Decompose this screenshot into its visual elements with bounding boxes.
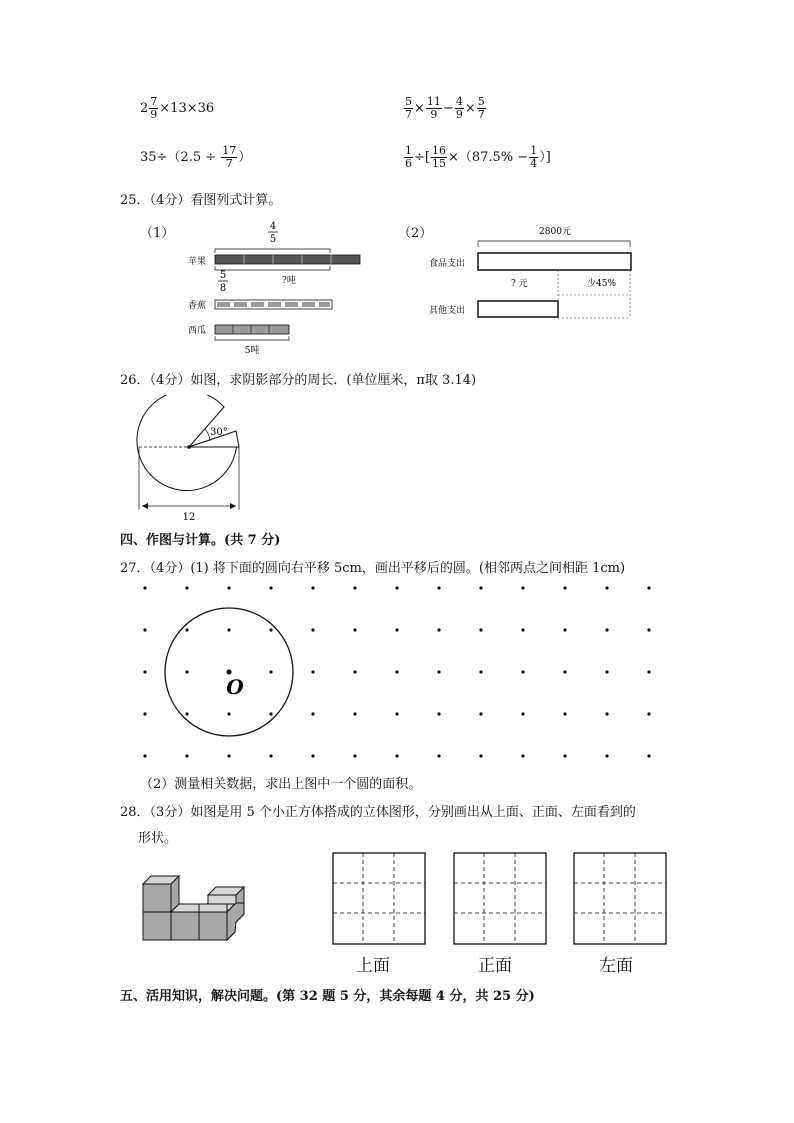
apple-label: 苹果 — [188, 257, 207, 267]
view-grid-top — [332, 852, 426, 946]
grid-dot — [521, 586, 524, 589]
expression-rest: ×13×36 — [159, 101, 215, 116]
grid-dot — [437, 754, 440, 757]
q25-part1-label: （1） — [140, 226, 175, 241]
question-28-title: 28．（3分）如图是用 5 个小正方体搭成的立体图形，分别画出从上面、正面、左面看到的 — [120, 805, 636, 820]
grid-dot — [521, 712, 524, 715]
grid-dot — [143, 712, 146, 715]
grid-dot — [563, 586, 566, 589]
grid-dot — [269, 628, 272, 631]
grid-dot — [521, 628, 524, 631]
grid-dot — [311, 712, 314, 715]
denominator: 15 — [431, 157, 446, 170]
numerator: 4 — [455, 95, 463, 108]
grid-dot — [437, 586, 440, 589]
grid-dot — [269, 670, 272, 673]
mid-fraction-den: 8 — [219, 283, 227, 294]
question-26-title: 26．（4分）如图，求阴影部分的周长．(单位厘米，π取 3.14) — [120, 373, 477, 388]
expression-1 — [140, 96, 214, 121]
grid-dot — [185, 754, 188, 757]
grid-dot — [311, 754, 314, 757]
whole-part: 2 — [140, 101, 149, 116]
grid-dot — [605, 754, 608, 757]
grid-dot — [479, 754, 482, 757]
grid-dot — [353, 628, 356, 631]
grid-dot — [605, 586, 608, 589]
grid-dot — [521, 754, 524, 757]
numerator: 1 — [530, 144, 538, 157]
view-grid-front — [453, 852, 547, 946]
grid-dot — [353, 586, 356, 589]
denominator: 9 — [430, 108, 438, 121]
grid-dot — [605, 712, 608, 715]
operator: × — [464, 101, 476, 116]
grid-dot — [479, 586, 482, 589]
grid-dot — [563, 628, 566, 631]
unknown-amount: ? 元 — [511, 279, 528, 289]
fraction — [404, 96, 413, 121]
fraction — [477, 96, 486, 121]
numerator: 5 — [477, 95, 485, 108]
denominator: 6 — [405, 157, 412, 170]
grid-dot — [227, 628, 230, 631]
grid-dot — [647, 712, 650, 715]
melon-label: 西瓜 — [188, 326, 207, 336]
other-label: 其他支出 — [429, 306, 466, 316]
grid-dot — [269, 712, 272, 715]
section-4-heading: 四、作图与计算。(共 7 分) — [120, 533, 281, 548]
grid-dot — [185, 628, 188, 631]
grid-dot — [143, 754, 146, 757]
grid-dot — [269, 586, 272, 589]
grid-dot — [521, 670, 524, 673]
question-28-title-cont: 形状。 — [138, 831, 178, 846]
grid-dots — [143, 586, 650, 757]
grid-dot — [647, 586, 650, 589]
fraction — [426, 96, 442, 121]
banana-label: 香蕉 — [188, 301, 207, 311]
grid-dot — [185, 670, 188, 673]
grid-label-front: 正面 — [478, 956, 512, 976]
grid-dot — [227, 754, 230, 757]
numerator: 11 — [426, 95, 441, 108]
grid-dot — [227, 586, 230, 589]
grid-dot — [647, 754, 650, 757]
total-amount: 2800元 — [539, 227, 571, 237]
grid-dot — [353, 754, 356, 757]
numerator: 1 — [405, 144, 412, 157]
grid-dot — [311, 670, 314, 673]
top-fraction-den: 5 — [269, 234, 277, 245]
grid-dot — [311, 628, 314, 631]
food-bar — [478, 253, 631, 270]
expression-mid: ÷[ — [414, 150, 430, 165]
grid-dot — [269, 754, 272, 757]
unknown-tons: ?吨 — [282, 276, 296, 286]
diameter-label: 12 — [182, 512, 196, 523]
denominator: 4 — [530, 157, 538, 170]
grid-dot — [185, 712, 188, 715]
grid-dot — [437, 670, 440, 673]
grid-label-left: 左面 — [599, 956, 633, 976]
grid-dot — [395, 586, 398, 589]
grid-dot — [227, 712, 230, 715]
expression-pre: 35÷（2.5 ÷ — [140, 150, 217, 165]
q25-part2-label: （2） — [398, 226, 433, 241]
grid-dot — [437, 628, 440, 631]
question-27-part2: （2）测量相关数据，求出上图中一个圆的面积。 — [140, 777, 422, 792]
grid-dot — [437, 712, 440, 715]
grid-dot — [143, 628, 146, 631]
expression-2 — [403, 96, 487, 121]
numerator: 7 — [150, 95, 158, 108]
grid-dot — [311, 586, 314, 589]
expression-mid2: ×（87.5% − — [447, 150, 529, 165]
grid-dot — [605, 670, 608, 673]
expression-3 — [140, 145, 251, 170]
view-grid-left — [573, 852, 667, 946]
grid-dot — [605, 628, 608, 631]
grid-dot — [647, 670, 650, 673]
angle-label: 30° — [210, 427, 228, 438]
grid-dot — [395, 628, 398, 631]
numerator: 16 — [431, 144, 446, 157]
fraction — [455, 96, 464, 121]
fraction — [149, 96, 158, 121]
denominator: 7 — [477, 108, 485, 121]
grid-dot — [143, 670, 146, 673]
denominator: 7 — [405, 108, 412, 121]
section-5-heading: 五、活用知识，解决问题。(第 32 题 5 分，其余每题 4 分，共 25 分) — [120, 989, 535, 1004]
fraction — [529, 145, 538, 170]
other-bar — [478, 301, 558, 317]
apple-bar — [215, 255, 360, 264]
fraction — [431, 145, 447, 170]
operator: × — [414, 101, 425, 116]
top-fraction-num: 4 — [269, 221, 277, 232]
question-25-title: 25．（4分）看图列式计算。 — [120, 193, 282, 208]
grid-dot — [353, 670, 356, 673]
numerator: 17 — [222, 144, 237, 157]
melon-bar — [215, 325, 289, 334]
q26-circle-diagram — [130, 395, 255, 525]
grid-dot — [647, 628, 650, 631]
grid-dot — [479, 670, 482, 673]
less-percent: 少45% — [587, 279, 617, 289]
grid-dot — [143, 586, 146, 589]
center-label: O — [226, 675, 244, 699]
expression-4 — [403, 145, 551, 170]
grid-dot — [395, 670, 398, 673]
grid-dot — [395, 712, 398, 715]
mid-fraction-num: 5 — [219, 270, 227, 281]
question-27-title: 27．（4分）(1) 将下面的圆向右平移 5cm，画出平移后的圆。(相邻两点之间相距 1cm) — [120, 561, 626, 576]
q27-dot-grid — [135, 578, 665, 768]
denominator: 9 — [455, 108, 463, 121]
operator: − — [442, 101, 454, 116]
grid-dot — [563, 754, 566, 757]
grid-dot — [185, 586, 188, 589]
expression-post: ）] — [539, 150, 551, 165]
grid-dot — [563, 712, 566, 715]
melon-weight: 5吨 — [244, 346, 260, 356]
fraction — [221, 145, 237, 170]
grid-dot — [395, 754, 398, 757]
numerator: 5 — [405, 95, 412, 108]
grid-label-top: 上面 — [356, 956, 390, 976]
grid-dot — [479, 628, 482, 631]
q25-diagram-1 — [180, 215, 370, 360]
denominator: 9 — [150, 108, 158, 121]
q25-diagram-2 — [425, 222, 640, 322]
fraction — [404, 145, 413, 170]
grid-dot — [353, 712, 356, 715]
cube-figure — [140, 870, 250, 945]
expression-post: ） — [238, 150, 252, 165]
grid-dot — [563, 670, 566, 673]
food-label: 食品支出 — [429, 259, 466, 269]
denominator: 7 — [225, 157, 233, 170]
grid-dot — [479, 712, 482, 715]
